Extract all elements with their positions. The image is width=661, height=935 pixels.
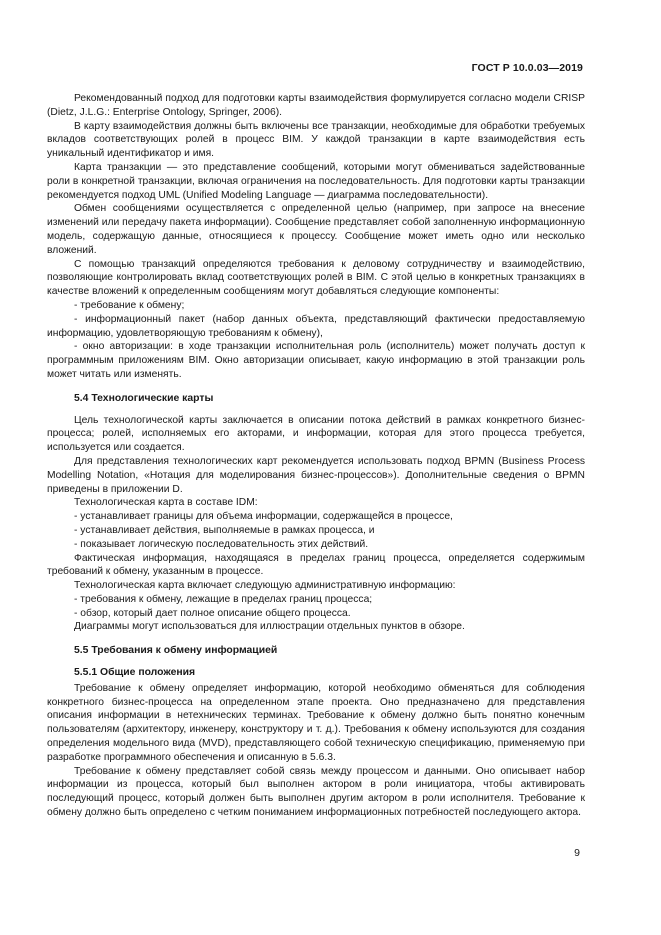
list-item: - обзор, который дает полное описание общего процесса. (74, 607, 351, 619)
paragraph: Диаграммы могут использоваться для иллюстрации отдельных пунктов в обзоре. (74, 621, 465, 633)
document-id-header: ГОСТ Р 10.0.03—2019 (471, 62, 583, 74)
list-item: - устанавливает границы для объема информации, содержащейся в процессе, (74, 511, 453, 523)
list-item: - окно авторизации: в ходе транзакции исполнительная роль (исполнитель) может получать доступ к программным приложениям BIM. Окно авторизации описывает, какую информацию в этой транзакции роль может читать или изменять. (47, 341, 585, 380)
list-item: - информационный пакет (набор данных объекта, представляющий фактически предоставляемую информацию, удовлетворяющую требованиям к обмену), (47, 313, 585, 339)
paragraph: Требование к обмену представляет собой связь между процессом и данными. Оно описывает набор информации из процесса, который был выполнен актором в роли инициатора, чтобы активировать последующий процесс, который должен быть выполнен другим актором в роли исполнителя. Требование к обмену должно быть определено с четким пониманием информационных потребностей последующего актора. (47, 765, 585, 819)
paragraph: Обмен сообщениями осуществляется с определенной целью (например, при запросе на внесение изменений или передачу пакета информации). Сообщение представляет собой заполненную информационную модель, содержащую данные, относящиеся к процессу. Сообщение может иметь одно или несколько вложений. (47, 203, 585, 256)
section-heading: 5.5 Требования к обмену информацией (74, 645, 278, 657)
section-heading: 5.4 Технологические карты (74, 392, 214, 404)
paragraph: Технологическая карта в составе IDM: (74, 497, 258, 509)
paragraph: Рекомендованный подход для подготовки карты взаимодействия формулируется согласно модели CRISP (Dietz, J.L.G.: Enterprise Ontology, Springer, 2006). (47, 93, 585, 118)
list-item: - устанавливает действия, выполняемые в рамках процесса, и (74, 524, 375, 536)
paragraph: Для представления технологических карт рекомендуется использовать подход BPMN (Business Process Modelling Notation, «Нотация для моделирования бизнес-процессов»). Дополнительные сведения о BPMN приведены в приложении D. (47, 455, 585, 495)
page-number: 9 (574, 847, 580, 859)
paragraph: В карту взаимодействия должны быть включены все транзакции, необходимые для обработки требуемых вкладов соответствующих ролей в процесс BIM. У каждой транзакции в карте взаимодействия есть уникальный идентификатор и имя. (47, 120, 585, 160)
list-item: - показывает логическую последовательность этих действий. (74, 538, 369, 550)
page-body (47, 92, 585, 820)
subsection-heading: 5.5.1 Общие положения (74, 667, 196, 679)
paragraph: Цель технологической карты заключается в описании потока действий в рамках конкретного бизнес-процесса; ролей, исполняемых его акторами, и информации, которая для этого процесса требуется, используется или создается. (47, 414, 585, 454)
paragraph: С помощью транзакций определяются требования к деловому сотрудничеству и взаимодействию, позволяющие контролировать вклад соответствующих ролей в BIM. С этой целью в конкретных транзакциях в качестве вложений к определенным сообщениям могут добавляться следующие компоненты: (47, 258, 585, 298)
paragraph: Требование к обмену определяет информацию, которой необходимо обменяться для соблюдения конкретного бизнес-процесса на определенном этапе проекта. Оно предназначено для представления описания информации в нетехнических терминах. Требование к обмену должно быть понятно конечным пользователям (архитектору, инженеру, конструктору и т. д.). Требования к обмену используются для создания определения модельного вида (MVD), представляющего собой техническую спецификацию, применяемую при разработке программного обеспечения и описанную в 5.6.3. (47, 682, 585, 763)
paragraph: Фактическая информация, находящаяся в пределах границ процесса, определяется содержимым требований к обмену, указанным в процессе. (47, 552, 585, 578)
paragraph: Карта транзакции — это представление сообщений, которыми могут обмениваться задействованные роли в конкретной транзакции, включая ограничения на последовательность. Для подготовки карты транзакции рекомендуется подход UML (Unified Modeling Language — диаграмма последовательности). (47, 161, 585, 201)
list-item: - требование к обмену; (74, 299, 185, 311)
list-item: - требования к обмену, лежащие в пределах границ процесса; (74, 593, 373, 605)
paragraph: Технологическая карта включает следующую административную информацию: (74, 580, 456, 592)
